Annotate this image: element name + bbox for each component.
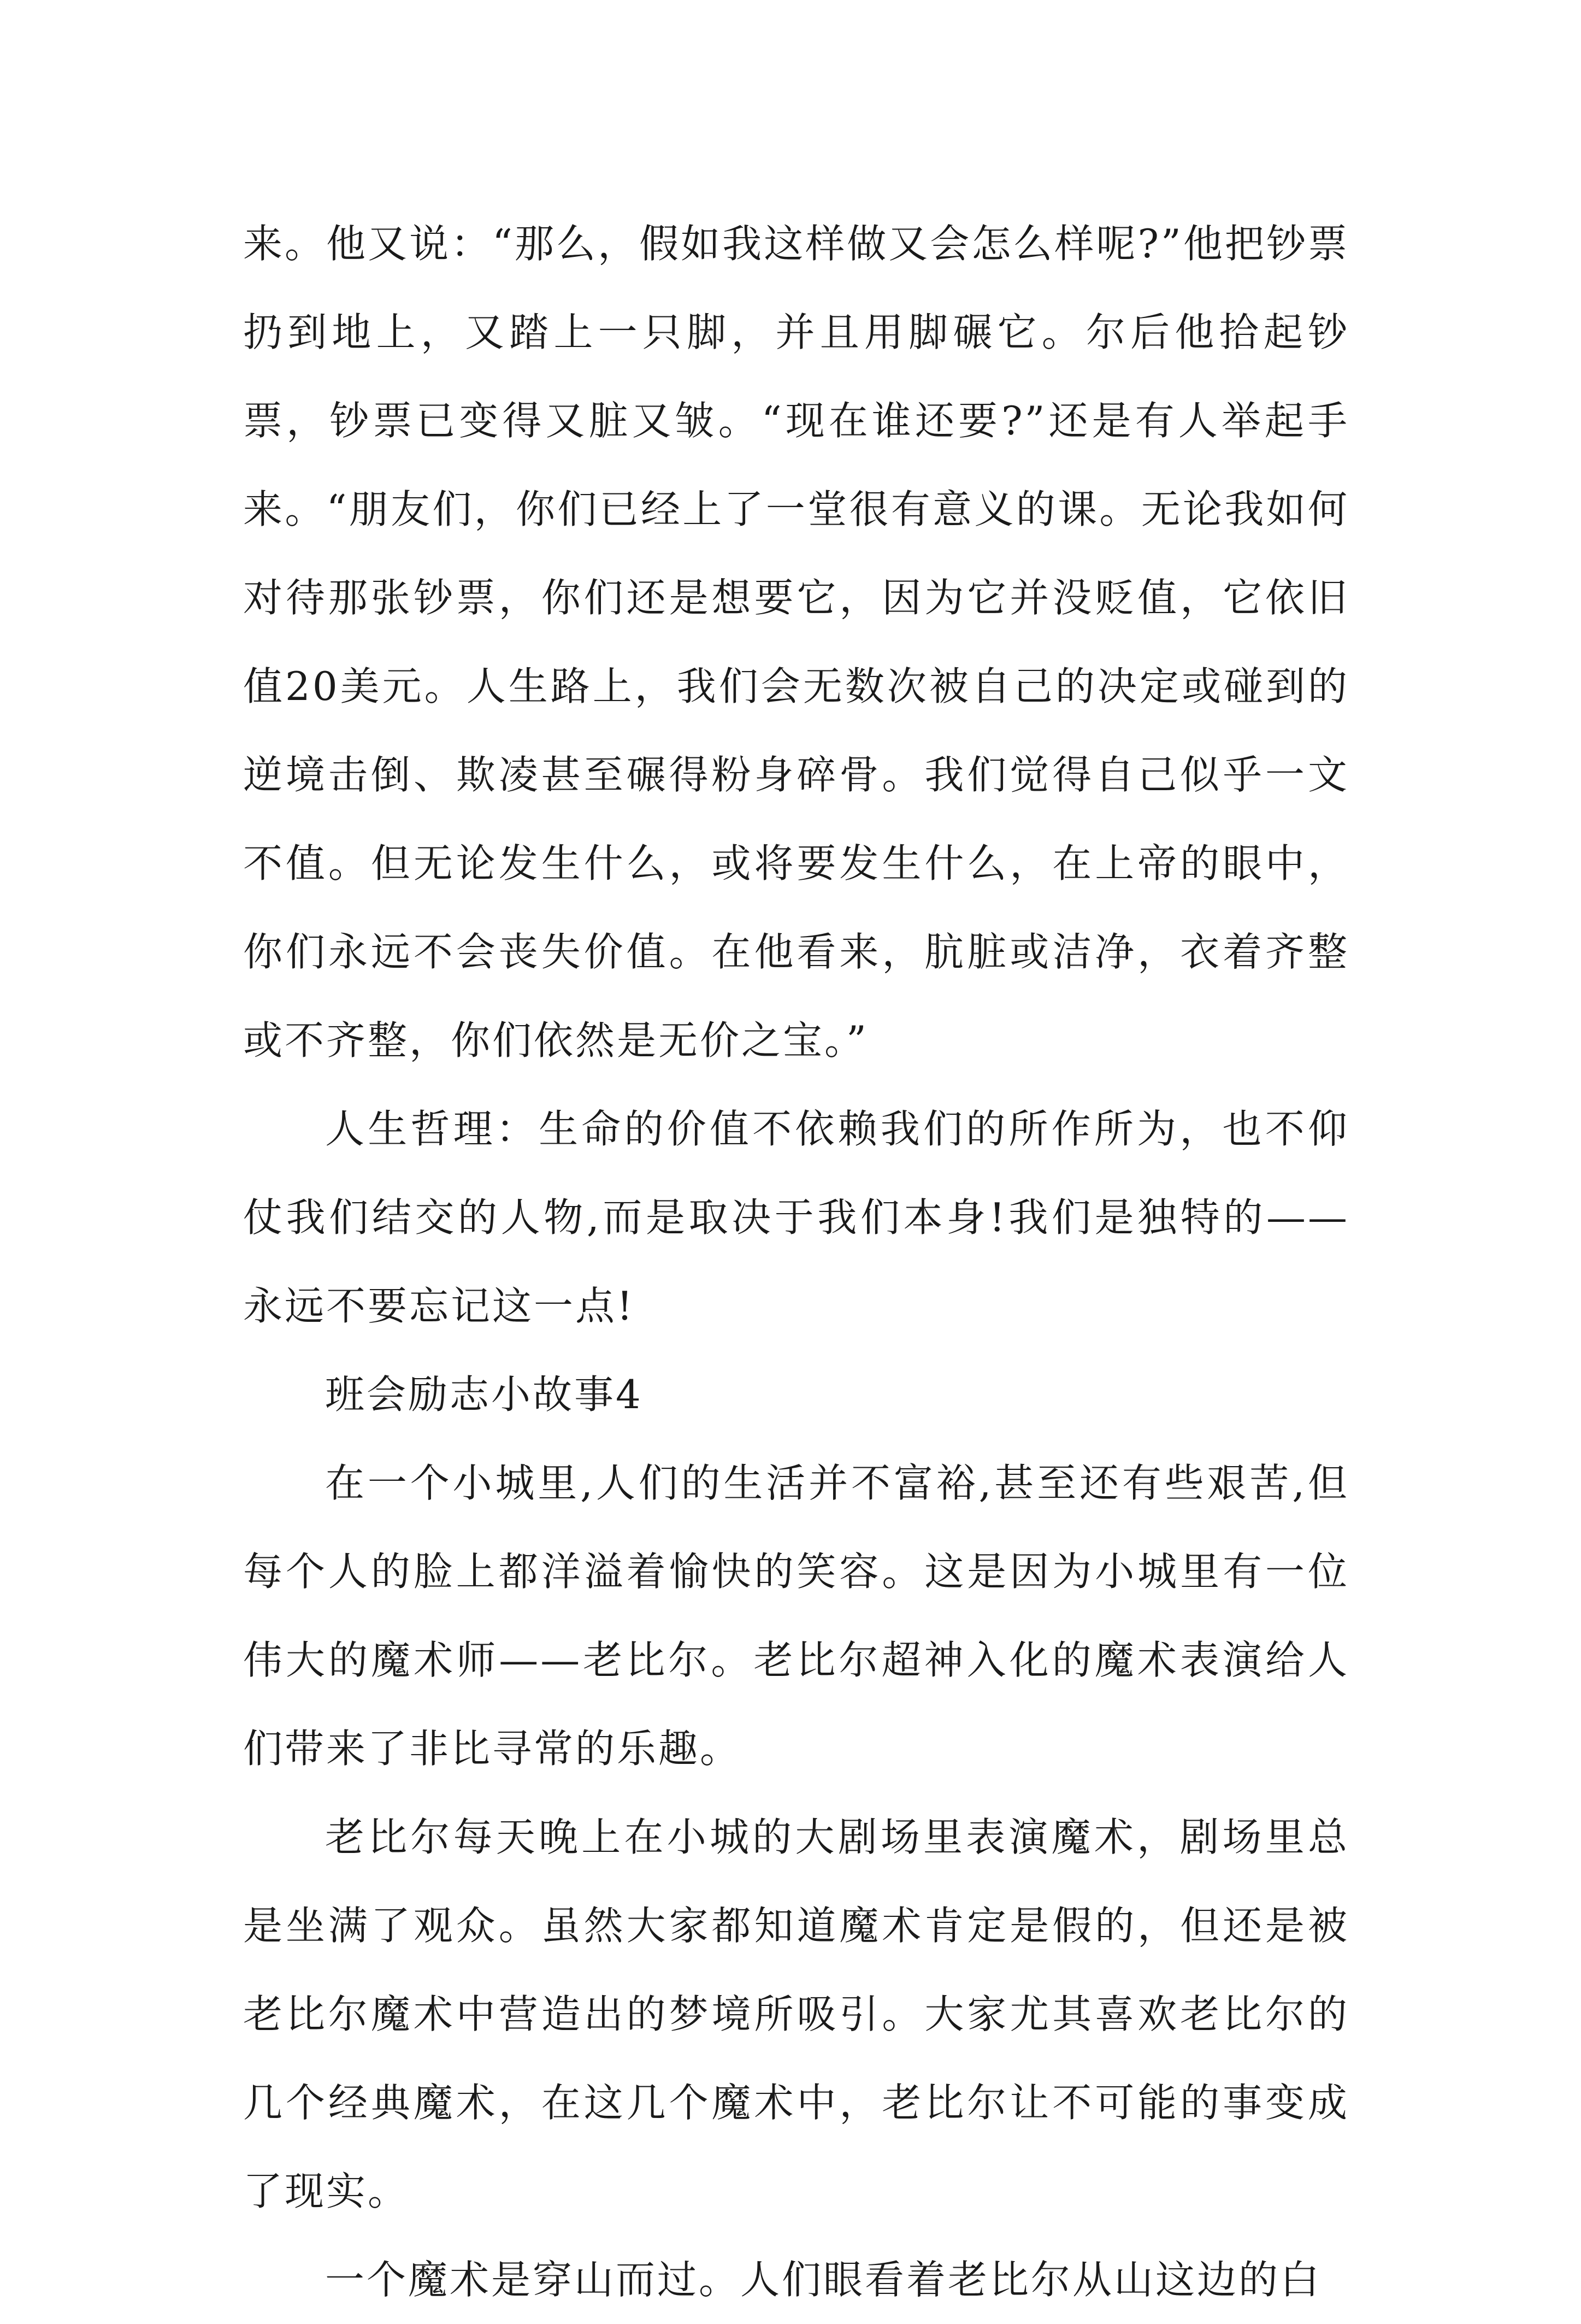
paragraph-life-philosophy: 人生哲理：生命的价值不依赖我们的所作所为，也不仰仗我们结交的人物,而是取决于我们本身!我们是独特的——永远不要忘记这一点! bbox=[243, 1106, 1349, 1329]
paragraph-story-ending: 来。他又说：“那么，假如我这样做又会怎么样呢?”他把钞票扔到地上，又踏上一只脚，并且用脚碾它。尔后他拾起钞票，钞票已变得又脏又皱。“现在谁还要?”还是有人举起手来。“朋友们，你们已经上了一堂很有意义的课。无论我如何对待那张钞票，你们还是想要它，因为它并没贬值，它依旧值20美元。人生路上，我们会无数次被自己的决定或碰到的逆境击倒、欺凌甚至碾得粉身碎骨。我们觉得自己似乎一文不值。但无论发生什么，或将要发生什么，在上帝的眼中，你们永远不会丧失价值。在他看来，肮脏或洁净，衣着齐整或不齐整，你们依然是无价之宝。” bbox=[243, 221, 1349, 1063]
paragraph-theater-show: 老比尔每天晚上在小城的大剧场里表演魔术，剧场里总是坐满了观众。虽然大家都知道魔术肯定是假的，但还是被老比尔魔术中营造出的梦境所吸引。大家尤其喜欢老比尔的几个经典魔术，在这几个魔术中，老比尔让不可能的事变成了现实。 bbox=[243, 1814, 1349, 2214]
document-body bbox=[243, 199, 1349, 2324]
paragraph-mountain-trick: 一个魔术是穿山而过。人们眼看着老比尔从山这边的白 bbox=[325, 2257, 1322, 2303]
paragraph-magician-intro: 在一个小城里,人们的生活并不富裕,甚至还有些艰苦,但每个人的脸上都洋溢着愉快的笑容。这是因为小城里有一位伟大的魔术师——老比尔。老比尔超神入化的魔术表演给人们带来了非比寻常的乐趣。 bbox=[243, 1460, 1349, 1772]
section-heading: 班会励志小故事4 bbox=[325, 1372, 643, 1417]
